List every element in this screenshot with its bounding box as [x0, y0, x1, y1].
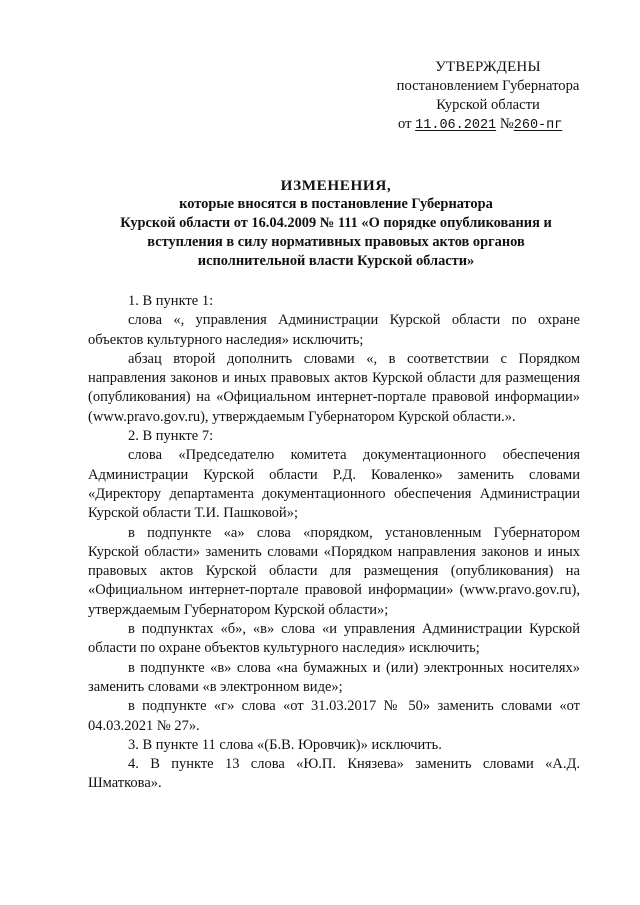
- paragraph: абзац второй дополнить словами «, в соответствии с Порядком направления законов и иных правовых актов Курской области для размещения (опубликования) на «Официальном интернет-портале правовой информации» (www.pravo.gov.ru), утверждаемым Губернатором Курской области.».: [88, 350, 580, 425]
- heading-line-3: вступления в силу нормативных правовых актов органов: [147, 234, 525, 250]
- paragraph: в подпункте «а» слова «порядком, установленным Губернатором Курской области» заменить словами «Порядком направления законов и иных правовых актов Курской области для размещения (опубликования) на «Официальном интернет-портале правовой информации» (www.pravo.gov.ru), утверждаемым Губернатором Курской области»;: [88, 524, 580, 618]
- approval-date-prefix: от: [398, 116, 412, 132]
- approval-issuer: постановлением Губернатора: [396, 78, 580, 94]
- paragraph: в подпункте «в» слова «на бумажных и (или) электронных носителях» заменить словами «в электронном виде»;: [88, 659, 580, 695]
- approval-region: Курской области: [436, 97, 540, 113]
- approval-title: УТВЕРЖДЕНЫ: [435, 59, 541, 75]
- approval-date-number-row: [388, 115, 588, 135]
- paragraph: в подпункте «г» слова «от 31.03.2017 № 50» заменить словами «от 04.03.2021 № 27».: [88, 698, 580, 734]
- paragraph-item-1: 1. В пункте 1:: [128, 293, 214, 309]
- approval-number: 260-пг: [513, 118, 563, 133]
- heading-title: ИЗМЕНЕНИЯ,: [280, 177, 392, 194]
- paragraph-item-2: 2. В пункте 7:: [128, 428, 214, 445]
- heading-line-1: которые вносятся в постановление Губернатора: [179, 196, 493, 212]
- paragraph: слова «, управления Администрации Курской области по охране объектов культурного наследия» исключить;: [88, 312, 580, 348]
- approval-stamp-block: [388, 58, 588, 135]
- document-heading: [86, 176, 586, 271]
- document-body: [88, 292, 580, 794]
- approval-date: 11.06.2021: [415, 118, 497, 133]
- heading-line-4: исполнительной власти Курской области»: [197, 253, 475, 269]
- paragraph: в подпунктах «б», «в» слова «и управления Администрации Курской области по охране объектов культурного наследия» исключить;: [88, 621, 580, 657]
- heading-line-2: Курской области от 16.04.2009 № 111 «О порядке опубликования и: [120, 215, 552, 231]
- paragraph-item-3: 3. В пункте 11 слова «(Б.В. Юровчик)» исключить.: [128, 736, 442, 753]
- approval-number-sign: №: [499, 116, 514, 132]
- paragraph-item-4: 4. В пункте 13 слова «Ю.П. Князева» заменить словами «А.Д. Шматкова».: [88, 756, 580, 792]
- paragraph: слова «Председателю комитета документационного обеспечения Администрации Курской области Р.Д. Коваленко» заменить словами «Директору департамента документационного обеспечения Администрации Курской области Т.И. Пашковой»;: [88, 447, 580, 522]
